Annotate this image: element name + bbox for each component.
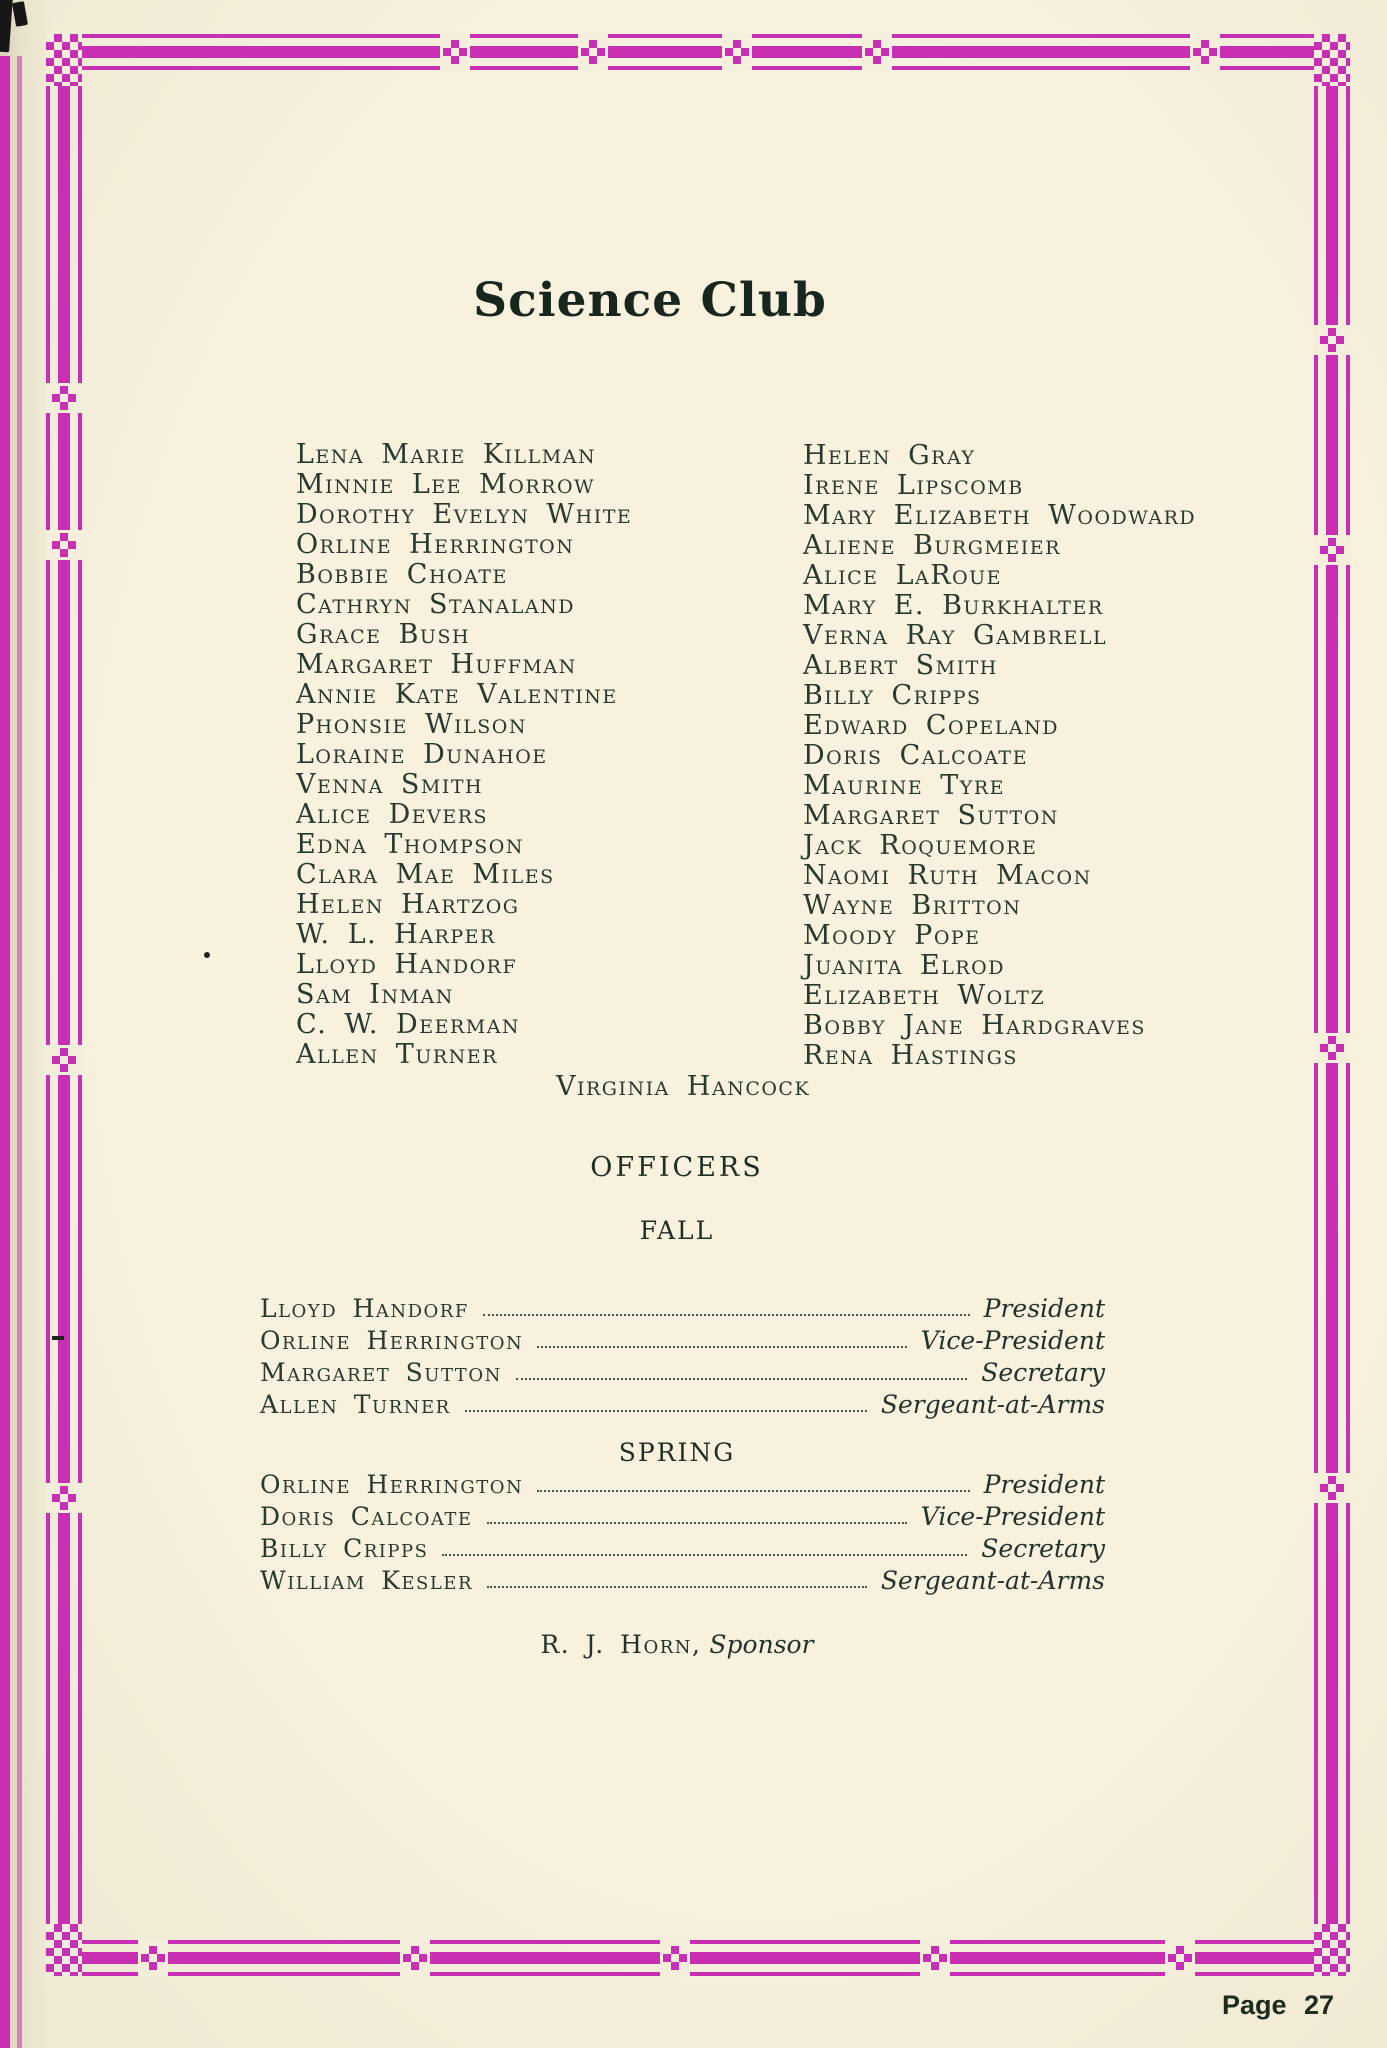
officer-row	[260, 1356, 1105, 1388]
member-name: Edna Thompson	[296, 829, 524, 860]
member-name: Orline Herrington	[296, 529, 575, 560]
member-name: Mary Elizabeth Woodward	[803, 500, 1197, 531]
officer-role: President	[983, 1470, 1105, 1499]
border-ornament	[1314, 1033, 1350, 1063]
border-top	[46, 34, 1350, 70]
officer-name: Orline Herrington	[260, 1326, 524, 1355]
member-name: Elizabeth Woltz	[803, 980, 1046, 1011]
member-name: Edward Copeland	[803, 710, 1059, 741]
border-ornament	[138, 1940, 168, 1976]
member-name: Phonsie Wilson	[296, 709, 528, 740]
corner-checker-ornament	[1314, 34, 1350, 86]
officer-name: Lloyd Handorf	[260, 1294, 469, 1323]
member-name: Venna Smith	[296, 769, 484, 800]
border-ornament	[46, 1045, 82, 1075]
border-ornament	[1314, 535, 1350, 565]
officer-row	[260, 1564, 1105, 1596]
dotted-leader	[537, 1346, 907, 1348]
page-number: Page 27	[1222, 1990, 1335, 2020]
officer-row	[260, 1532, 1105, 1564]
officer-name: Orline Herrington	[260, 1470, 524, 1499]
member-name: Lena Marie Killman	[296, 439, 597, 470]
dotted-leader	[487, 1522, 907, 1524]
officer-name: Allen Turner	[260, 1390, 451, 1419]
member-name: Loraine Dunahoe	[296, 739, 548, 770]
dotted-leader	[483, 1314, 970, 1316]
member-name: Jack Roquemore	[803, 830, 1038, 861]
corner-checker-ornament	[46, 1924, 82, 1976]
member-list-right	[803, 441, 1196, 1071]
border-ornament	[660, 1940, 690, 1976]
dotted-leader	[487, 1586, 867, 1588]
officers-heading: OFFICERS	[590, 1152, 764, 1183]
officer-role: President	[983, 1294, 1105, 1323]
member-name: Doris Calcoate	[803, 740, 1028, 771]
border-ornament	[46, 530, 82, 560]
officer-role: Secretary	[981, 1358, 1105, 1387]
member-name: Clara Mae Miles	[296, 859, 555, 890]
border-ornament	[400, 1940, 430, 1976]
sponsor-role: Sponsor	[709, 1630, 814, 1659]
border-left	[46, 34, 82, 1976]
ink-speck	[204, 952, 210, 958]
officer-row	[260, 1500, 1105, 1532]
member-name: Grace Bush	[296, 619, 471, 650]
corner-checker-ornament	[46, 34, 82, 86]
border-ornament	[1165, 1940, 1195, 1976]
officer-row	[260, 1388, 1105, 1420]
border-bottom	[46, 1940, 1350, 1976]
member-name: Irene Lipscomb	[803, 470, 1024, 501]
member-name: Albert Smith	[803, 650, 998, 681]
member-name: Moody Pope	[803, 920, 981, 951]
border-ornament	[920, 1940, 950, 1976]
sponsor-line	[377, 1630, 977, 1659]
fall-officer-list	[260, 1292, 1105, 1420]
member-name: Aliene Burgmeier	[803, 530, 1061, 561]
member-name: Juanita Elrod	[803, 950, 1005, 981]
dotted-leader	[537, 1490, 969, 1492]
officer-role: Sergeant-at-Arms	[880, 1390, 1105, 1419]
member-name: Annie Kate Valentine	[296, 679, 618, 710]
member-name: Maurine Tyre	[803, 770, 1005, 801]
officer-name: Margaret Sutton	[260, 1358, 502, 1387]
member-name: Verna Ray Gambrell	[803, 620, 1108, 651]
member-name: Margaret Sutton	[803, 800, 1059, 831]
officer-role: Secretary	[981, 1534, 1105, 1563]
officer-row	[260, 1324, 1105, 1356]
member-name: Mary E. Burkhalter	[803, 590, 1104, 621]
fall-term-heading: FALL	[639, 1216, 715, 1245]
member-name: C. W. Deerman	[296, 1009, 521, 1040]
member-name: Helen Hartzog	[296, 889, 520, 920]
member-name: Lloyd Handorf	[296, 949, 518, 980]
member-name: Wayne Britton	[803, 890, 1022, 921]
member-name: Bobbie Choate	[296, 559, 508, 590]
officer-row	[260, 1292, 1105, 1324]
spring-term-heading: SPRING	[618, 1438, 736, 1467]
member-name: Bobby Jane Hardgraves	[803, 1010, 1146, 1041]
member-name: Naomi Ruth Macon	[803, 860, 1092, 891]
page-title: Science Club	[473, 273, 827, 329]
spring-officer-list	[260, 1468, 1105, 1596]
member-name: Minnie Lee Morrow	[296, 469, 596, 500]
border-ornament	[440, 34, 470, 70]
border-ornament	[46, 383, 82, 413]
officer-role: Vice-President	[920, 1502, 1105, 1531]
officer-name: Doris Calcoate	[260, 1502, 473, 1531]
member-name: Alice LaRoue	[803, 560, 1003, 591]
corner-checker-ornament	[1314, 1924, 1350, 1976]
member-name: Rena Hastings	[803, 1040, 1018, 1071]
border-ornament	[578, 34, 608, 70]
officer-row	[260, 1468, 1105, 1500]
member-list-left	[296, 440, 632, 1070]
border-ornament	[722, 34, 752, 70]
member-name: Helen Gray	[803, 440, 976, 471]
member-name: Alice Devers	[296, 799, 489, 830]
officer-role: Vice-President	[920, 1326, 1105, 1355]
dotted-leader	[516, 1378, 967, 1380]
border-ornament	[1190, 34, 1220, 70]
member-name-centered: Virginia Hancock	[556, 1071, 811, 1102]
member-name: Dorothy Evelyn White	[296, 499, 633, 530]
adjacent-page-border	[0, 56, 10, 2048]
member-name: Billy Cripps	[803, 680, 982, 711]
officer-name: Billy Cripps	[260, 1534, 429, 1563]
sponsor-name: R. J. Horn,	[540, 1630, 702, 1659]
border-ornament	[46, 1483, 82, 1513]
dotted-leader	[465, 1410, 867, 1412]
member-name: Sam Inman	[296, 979, 454, 1010]
adjacent-page-border-thin	[17, 56, 22, 2048]
member-name: Cathryn Stanaland	[296, 589, 575, 620]
officer-name: William Kesler	[260, 1566, 473, 1595]
member-name: W. L. Harper	[296, 919, 496, 950]
member-name: Allen Turner	[296, 1039, 498, 1070]
ink-speck	[52, 1336, 64, 1340]
border-ornament	[1314, 1473, 1350, 1503]
border-ornament	[862, 34, 892, 70]
officer-role: Sergeant-at-Arms	[880, 1566, 1105, 1595]
border-ornament	[1314, 325, 1350, 355]
member-name: Margaret Huffman	[296, 649, 577, 680]
dotted-leader	[442, 1554, 967, 1556]
